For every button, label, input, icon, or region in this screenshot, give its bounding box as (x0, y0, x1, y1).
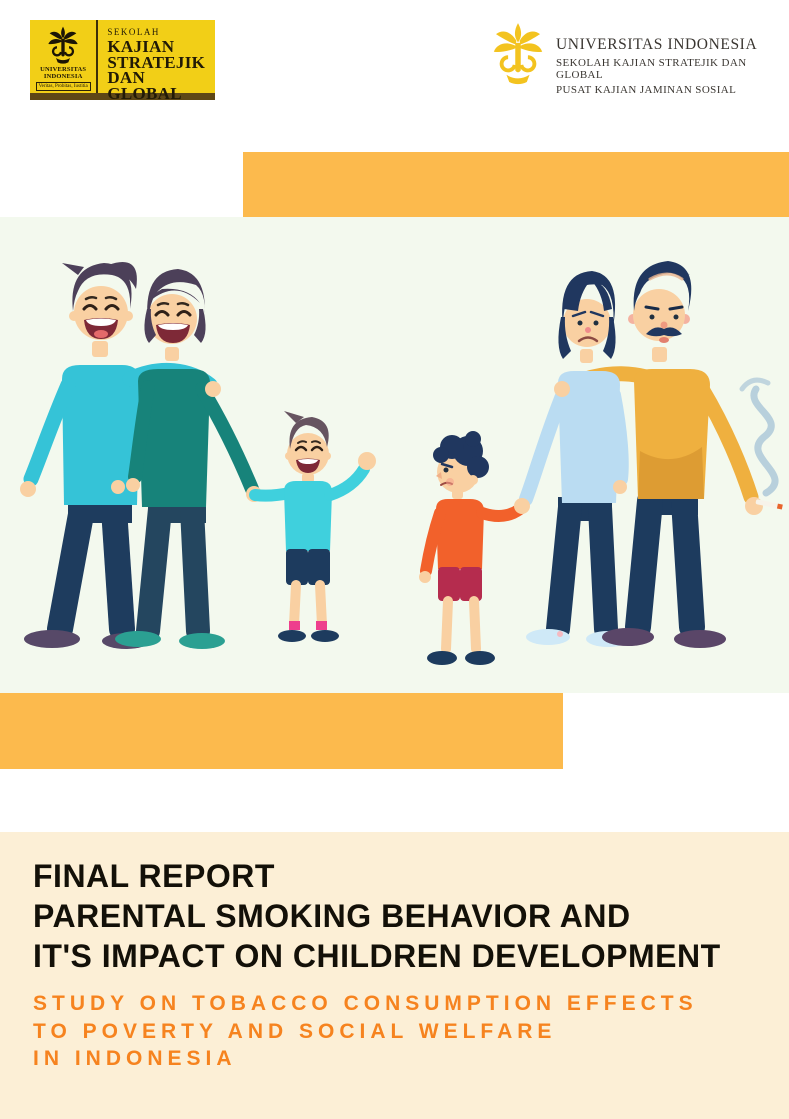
school-logo-name-line: STRATEJIK (107, 52, 206, 72)
sad-boy-figure (419, 431, 520, 665)
university-block (488, 22, 789, 96)
university-name: UNIVERSITAS INDONESIA (556, 36, 758, 53)
ui-makara-icon (488, 22, 548, 88)
school-logo-prefix: SEKOLAH (107, 27, 160, 37)
family-smoking-illustration (0, 217, 789, 694)
school-logo-motto: Veritas, Probitas, Iustitia (36, 82, 91, 91)
happy-boy-figure (255, 411, 376, 642)
report-subtitle (33, 990, 698, 1073)
report-title (33, 856, 721, 976)
bottom-accent-bar (0, 693, 563, 769)
family-illustration (0, 217, 789, 693)
report-subtitle-line: STUDY ON TOBACCO CONSUMPTION EFFECTS (33, 992, 698, 1015)
school-logo (30, 20, 215, 103)
report-title-line: IT'S IMPACT ON CHILDREN DEVELOPMENT (33, 938, 721, 974)
ui-makara-icon (43, 26, 83, 66)
report-subtitle-line: IN INDONESIA (33, 1047, 237, 1070)
sad-mother-figure (514, 271, 630, 647)
smoking-father-hand-on-shoulder (554, 381, 570, 397)
report-subtitle-line: TO POVERTY AND SOCIAL WELFARE (33, 1019, 557, 1043)
smoking-father-figure (602, 261, 783, 648)
university-center: PUSAT KAJIAN JAMINAN SOSIAL (556, 84, 737, 96)
school-logo-emblem (30, 20, 98, 93)
title-panel (0, 832, 789, 1119)
report-title-line: PARENTAL SMOKING BEHAVIOR AND (33, 898, 631, 934)
happy-mother-figure (115, 269, 262, 649)
report-title-line: FINAL REPORT (33, 858, 275, 894)
school-logo-name-line: KAJIAN (107, 37, 175, 56)
top-accent-bar (243, 152, 789, 217)
university-school: SEKOLAH KAJIAN STRATEJIK DAN GLOBAL (556, 57, 747, 81)
school-logo-name-line: DAN GLOBAL (107, 68, 182, 103)
school-logo-university: UNIVERSITAS INDONESIA (40, 66, 87, 80)
